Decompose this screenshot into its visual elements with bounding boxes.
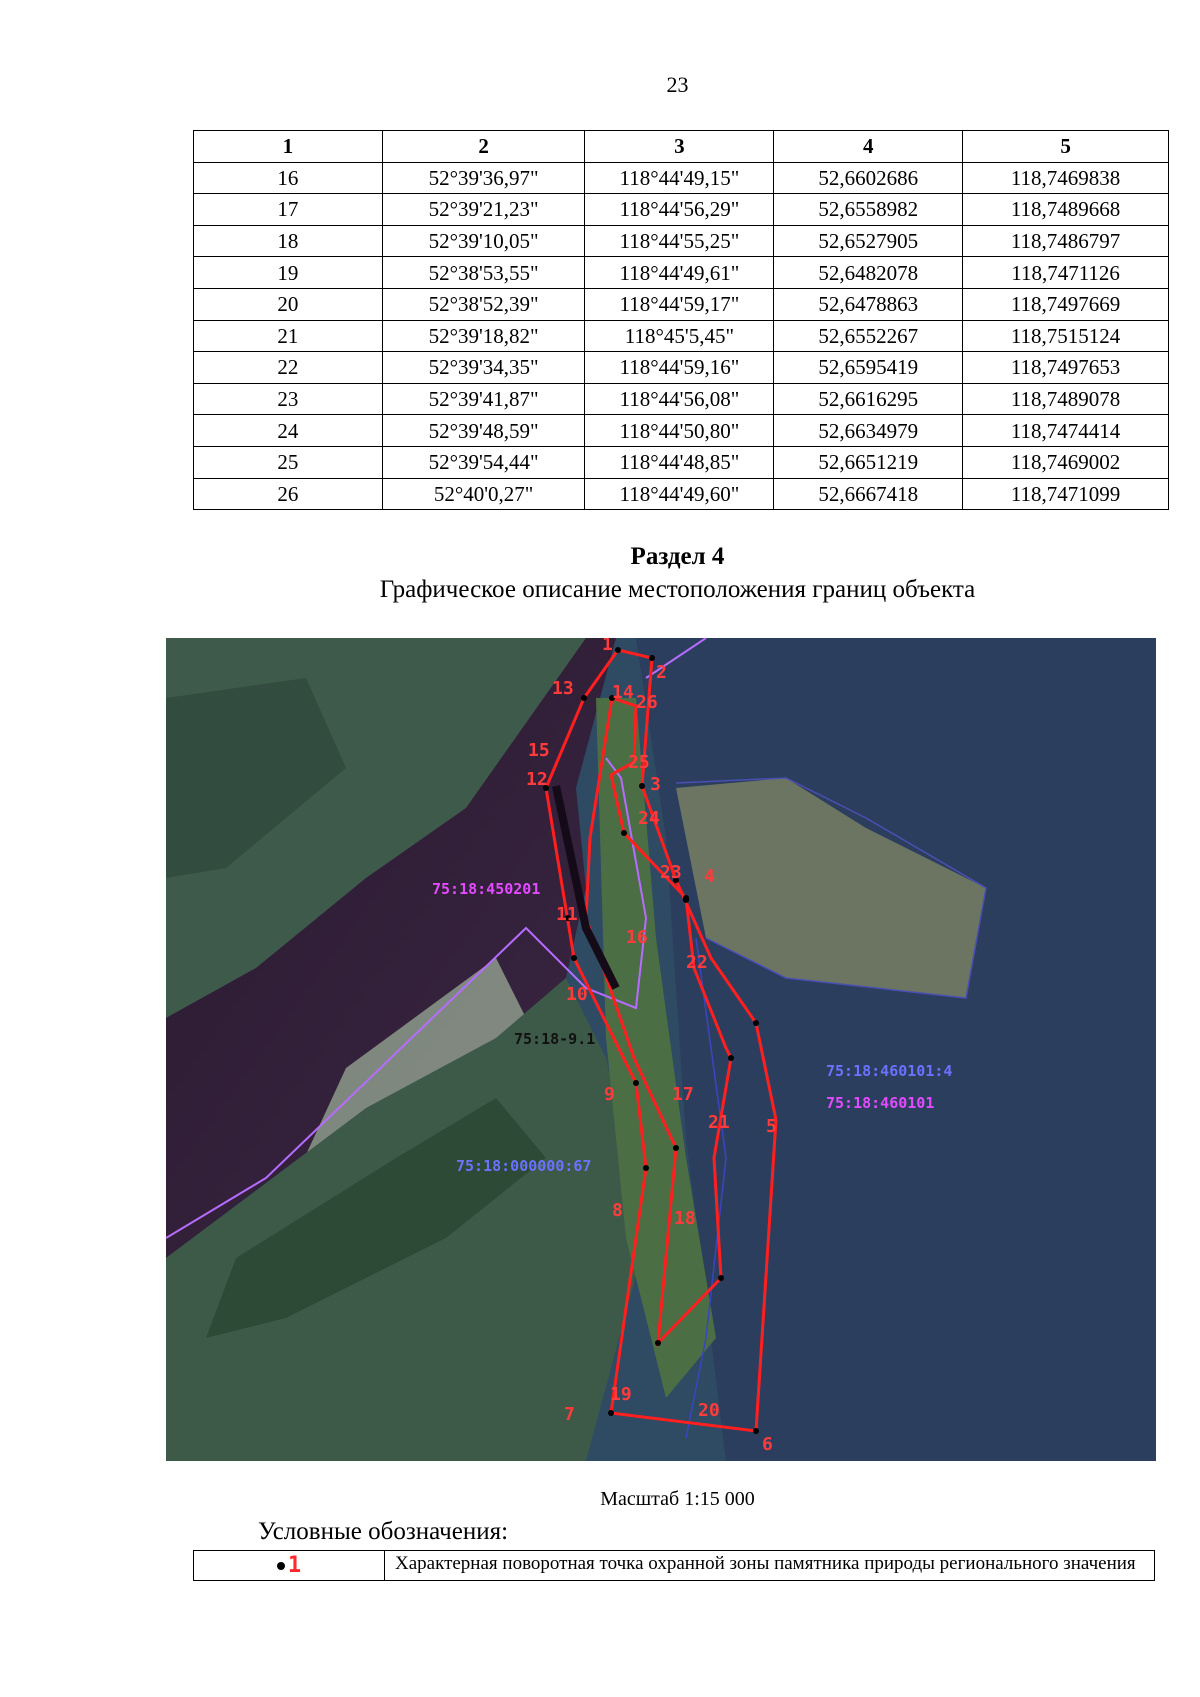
table-cell: 52°39'34,35" — [382, 352, 585, 384]
table-cell: 52,6482078 — [774, 257, 963, 289]
point-label-15: 15 — [528, 740, 550, 761]
point-marker-3 — [639, 783, 645, 789]
table-cell: 52,6558982 — [774, 194, 963, 226]
table-row — [194, 162, 1169, 194]
table-cell: 52,6595419 — [774, 352, 963, 384]
table-row — [194, 415, 1169, 447]
table-cell: 52,6478863 — [774, 288, 963, 320]
table-row — [194, 257, 1169, 289]
table-cell: 52°38'53,55" — [382, 257, 585, 289]
point-label-14: 14 — [612, 682, 634, 703]
table-cell: 52°39'48,59" — [382, 415, 585, 447]
point-marker-6 — [753, 1428, 759, 1434]
point-label-25: 25 — [628, 752, 650, 773]
legend-row — [194, 1551, 1155, 1581]
table-cell: 16 — [194, 162, 383, 194]
table-row — [194, 288, 1169, 320]
table-cell: 52,6616295 — [774, 383, 963, 415]
point-label-5: 5 — [766, 1116, 777, 1137]
point-label-24: 24 — [638, 808, 660, 829]
table-cell: 118,7497653 — [963, 352, 1169, 384]
point-marker-5 — [753, 1020, 759, 1026]
cadastral-label: 75:18:460101:4 — [826, 1062, 953, 1080]
point-label-12: 12 — [526, 769, 548, 790]
point-label-23: 23 — [660, 862, 682, 883]
table-cell: 118°44'50,80" — [585, 415, 774, 447]
point-marker-20 — [718, 1275, 724, 1281]
point-label-1: 1 — [602, 638, 613, 655]
point-label-17: 17 — [672, 1084, 694, 1105]
table-cell: 52,6602686 — [774, 162, 963, 194]
point-marker-10 — [571, 955, 577, 961]
table-cell: 118,7469838 — [963, 162, 1169, 194]
table-cell: 19 — [194, 257, 383, 289]
point-label-8: 8 — [612, 1200, 623, 1221]
page-number: 23 — [666, 72, 689, 97]
column-header: 2 — [382, 131, 585, 163]
point-label-16: 16 — [626, 927, 648, 948]
table-cell: 26 — [194, 478, 383, 510]
column-header: 3 — [585, 131, 774, 163]
table-row — [194, 194, 1169, 226]
table-cell: 18 — [194, 225, 383, 257]
point-marker-13 — [581, 695, 587, 701]
table-row — [194, 478, 1169, 510]
table-cell: 17 — [194, 194, 383, 226]
table-cell: 118,7471099 — [963, 478, 1169, 510]
table-cell: 52°39'18,82" — [382, 320, 585, 352]
table-cell: 52,6634979 — [774, 415, 963, 447]
point-label-10: 10 — [566, 984, 588, 1005]
column-header: 1 — [194, 131, 383, 163]
table-cell: 52,6527905 — [774, 225, 963, 257]
point-label-20: 20 — [698, 1400, 720, 1421]
table-cell: 52°40'0,27" — [382, 478, 585, 510]
cadastral-label: 75:18-9.1 — [514, 1030, 596, 1048]
point-label-19: 19 — [610, 1384, 632, 1405]
table-cell: 118°44'49,60" — [585, 478, 774, 510]
table-cell: 52°39'21,23" — [382, 194, 585, 226]
point-label-2: 2 — [656, 662, 667, 683]
legend-description: Характерная поворотная точка охранной зоны памятника природы регионального значения — [385, 1551, 1155, 1581]
cadastral-label: 75:18:460101 — [826, 1094, 935, 1112]
column-header: 4 — [774, 131, 963, 163]
table-cell: 118,7486797 — [963, 225, 1169, 257]
table-cell: 118,7489078 — [963, 383, 1169, 415]
table-cell: 52°38'52,39" — [382, 288, 585, 320]
coordinates-table — [193, 130, 1169, 510]
table-row — [194, 320, 1169, 352]
table-cell: 118,7471126 — [963, 257, 1169, 289]
point-marker-23 — [683, 897, 689, 903]
table-cell: 52°39'41,87" — [382, 383, 585, 415]
table-cell: 118,7515124 — [963, 320, 1169, 352]
map-scale: Масштаб 1:15 000 — [600, 1488, 755, 1510]
point-label-7: 7 — [564, 1404, 575, 1425]
table-cell: 21 — [194, 320, 383, 352]
section-title: Раздел 4 — [630, 543, 725, 570]
point-label-6: 6 — [762, 1434, 773, 1455]
table-cell: 118,7469002 — [963, 446, 1169, 478]
section-subtitle: Графическое описание местоположения границ объекта — [379, 576, 976, 603]
table-cell: 23 — [194, 383, 383, 415]
point-label-22: 22 — [686, 952, 708, 973]
point-marker-7 — [608, 1410, 614, 1416]
table-row — [194, 225, 1169, 257]
legend-heading: Условные обозначения: — [258, 1518, 509, 1545]
table-cell: 118°44'49,15" — [585, 162, 774, 194]
satellite-map — [166, 638, 1156, 1461]
point-marker-9 — [633, 1080, 639, 1086]
point-label-11: 11 — [556, 904, 578, 925]
cadastral-label: 75:18:000000:67 — [456, 1157, 592, 1175]
table-cell: 20 — [194, 288, 383, 320]
table-row — [194, 446, 1169, 478]
coordinates-table-body — [194, 162, 1169, 510]
table-cell: 52°39'10,05" — [382, 225, 585, 257]
table-cell: 118°44'56,08" — [585, 383, 774, 415]
point-label-21: 21 — [708, 1112, 730, 1133]
table-cell: 118°44'49,61" — [585, 257, 774, 289]
point-marker-1 — [615, 647, 621, 653]
table-cell: 118,7474414 — [963, 415, 1169, 447]
table-cell: 22 — [194, 352, 383, 384]
table-cell: 52,6651219 — [774, 446, 963, 478]
legend-symbol-cell — [194, 1551, 385, 1581]
point-label-13: 13 — [552, 678, 574, 699]
point-label-26: 26 — [636, 692, 658, 713]
point-marker-21 — [728, 1055, 734, 1061]
point-marker-19 — [655, 1340, 661, 1346]
table-cell: 118°44'56,29" — [585, 194, 774, 226]
point-dot-icon — [277, 1562, 285, 1570]
table-cell: 118,7497669 — [963, 288, 1169, 320]
table-cell: 118°45'5,45" — [585, 320, 774, 352]
point-marker-2 — [649, 655, 655, 661]
table-cell: 118°44'55,25" — [585, 225, 774, 257]
legend-symbol-number: 1 — [287, 1553, 302, 1578]
table-row — [194, 352, 1169, 384]
table-header-row — [194, 131, 1169, 163]
table-cell: 24 — [194, 415, 383, 447]
table-cell: 52°39'54,44" — [382, 446, 585, 478]
point-marker-8 — [643, 1165, 649, 1171]
point-label-18: 18 — [674, 1208, 696, 1229]
legend-table — [193, 1550, 1155, 1581]
table-cell: 52,6667418 — [774, 478, 963, 510]
point-label-9: 9 — [604, 1084, 615, 1105]
point-marker-16 — [621, 830, 627, 836]
point-label-3: 3 — [650, 774, 661, 795]
table-cell: 118°44'59,16" — [585, 352, 774, 384]
table-cell: 118°44'59,17" — [585, 288, 774, 320]
table-cell: 25 — [194, 446, 383, 478]
column-header: 5 — [963, 131, 1169, 163]
point-marker-18 — [673, 1145, 679, 1151]
point-label-4: 4 — [704, 866, 715, 887]
table-cell: 52°39'36,97" — [382, 162, 585, 194]
cadastral-label: 75:18:450201 — [432, 880, 541, 898]
table-row — [194, 383, 1169, 415]
table-cell: 118°44'48,85" — [585, 446, 774, 478]
table-cell: 118,7489668 — [963, 194, 1169, 226]
table-cell: 52,6552267 — [774, 320, 963, 352]
